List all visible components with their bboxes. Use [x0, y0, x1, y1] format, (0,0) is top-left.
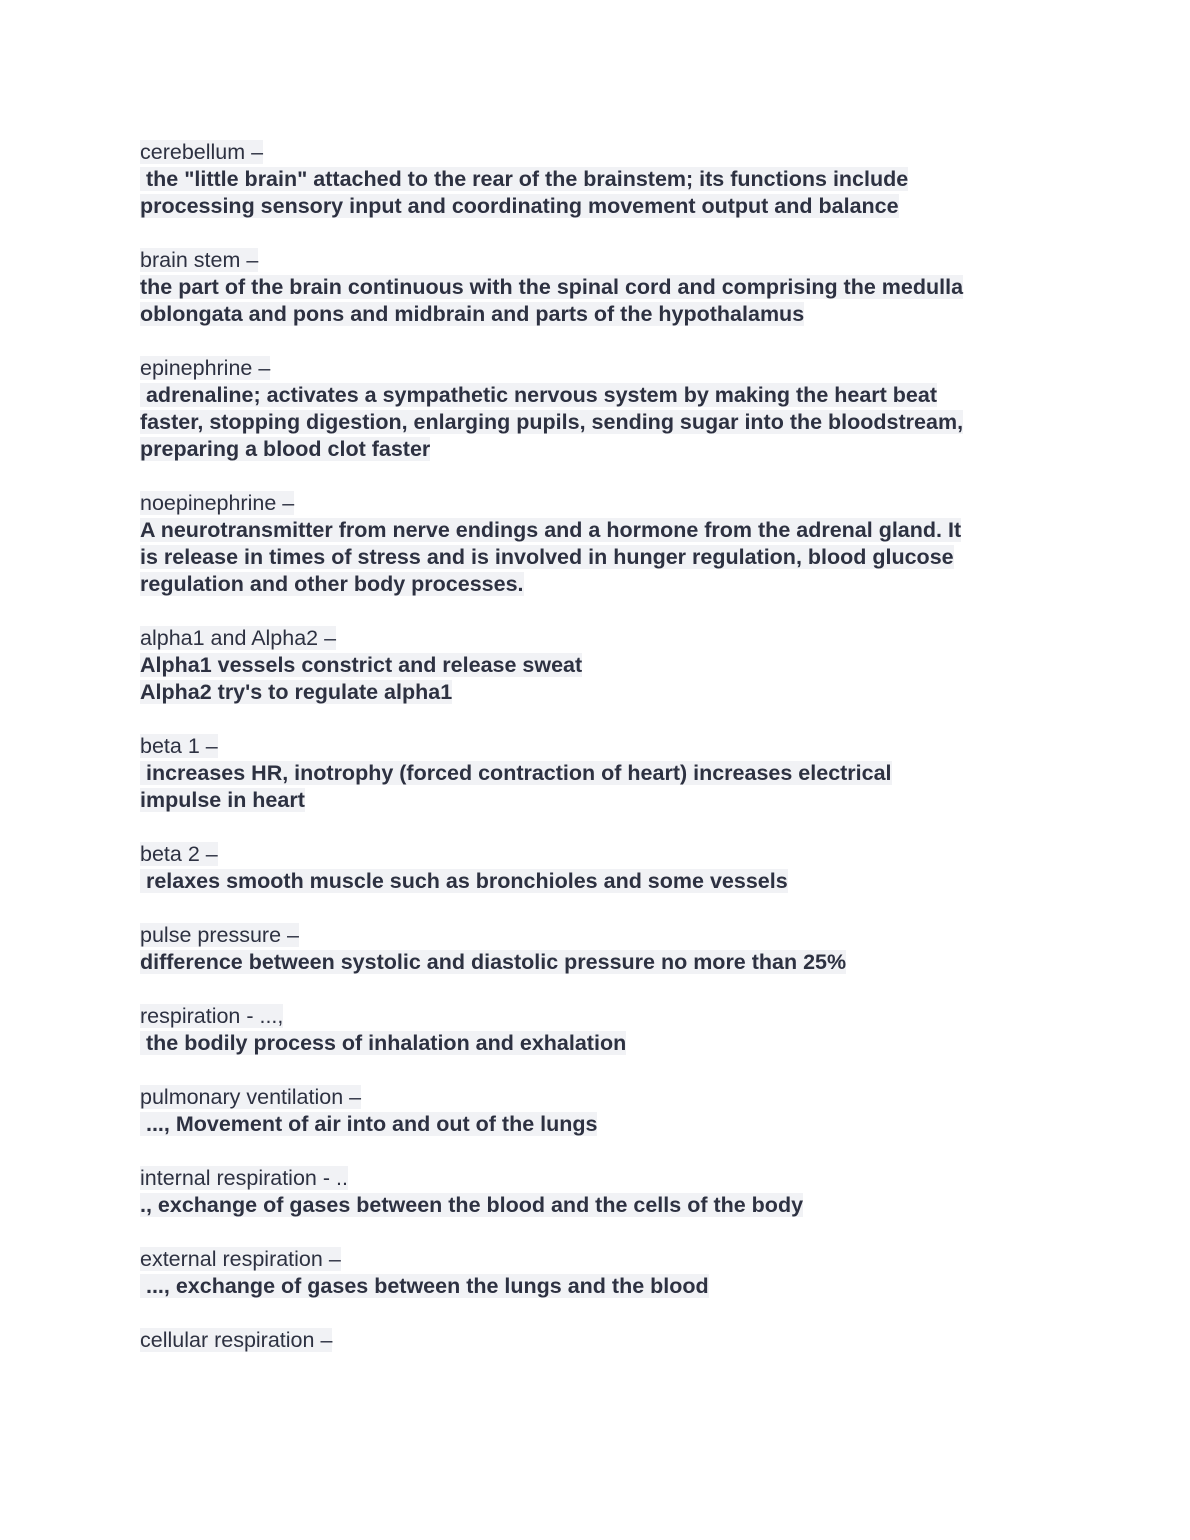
entry-term: pulmonary ventilation –	[140, 1085, 362, 1109]
entry-definition-line: adrenaline; activates a sympathetic nervous system by making the heart beat	[140, 383, 938, 407]
entry-definition-line: faster, stopping digestion, enlarging pupils, sending sugar into the bloodstream,	[140, 410, 964, 434]
entry-definition-line: is release in times of stress and is involved in hunger regulation, blood glucose	[140, 545, 954, 569]
entry-definition-line: relaxes smooth muscle such as bronchioles and some vessels	[140, 869, 788, 893]
entry-term: internal respiration - ..	[140, 1166, 348, 1190]
entry-definition-line: ..., exchange of gases between the lungs and the blood	[140, 1274, 709, 1298]
entry-definition-line: regulation and other body processes.	[140, 572, 524, 596]
entry-definition-line: difference between systolic and diastolic pressure no more than 25%	[140, 950, 847, 974]
glossary-entry-brain-stem	[140, 247, 1050, 328]
entry-definition-line: A neurotransmitter from nerve endings and a hormone from the adrenal gland. It	[140, 518, 962, 542]
glossary-entry-cellular-respiration	[140, 1327, 1050, 1354]
entry-term: noepinephrine –	[140, 491, 295, 515]
entry-term: external respiration –	[140, 1247, 341, 1271]
entry-definition-line: preparing a blood clot faster	[140, 437, 431, 461]
glossary-entry-internal-respiration	[140, 1165, 1050, 1219]
entry-definition-line: ., exchange of gases between the blood and the cells of the body	[140, 1193, 804, 1217]
entry-definition-line: impulse in heart	[140, 788, 305, 812]
glossary-entry-pulmonary-ventilation	[140, 1084, 1050, 1138]
glossary-entry-epinephrine	[140, 355, 1050, 463]
entry-term: brain stem –	[140, 248, 259, 272]
entry-definition-line: increases HR, inotrophy (forced contraction of heart) increases electrical	[140, 761, 892, 785]
glossary-entry-alpha	[140, 625, 1050, 706]
glossary-entry-noepinephrine	[140, 490, 1050, 598]
entry-definition-line: ..., Movement of air into and out of the lungs	[140, 1112, 598, 1136]
glossary-entry-cerebellum	[140, 139, 1050, 220]
glossary-entry-beta-1	[140, 733, 1050, 814]
entry-definition-line: the bodily process of inhalation and exhalation	[140, 1031, 627, 1055]
entry-term: cerebellum –	[140, 140, 264, 164]
entry-term: cellular respiration –	[140, 1328, 333, 1352]
glossary-entry-beta-2	[140, 841, 1050, 895]
entry-term: alpha1 and Alpha2 –	[140, 626, 337, 650]
glossary-entry-external-respiration	[140, 1246, 1050, 1300]
entry-definition-line: processing sensory input and coordinating movement output and balance	[140, 194, 899, 218]
entry-definition-line: the part of the brain continuous with the spinal cord and comprising the medulla	[140, 275, 964, 299]
entry-term: epinephrine –	[140, 356, 271, 380]
entry-definition-line: Alpha2 try's to regulate alpha1	[140, 680, 453, 704]
entry-definition-line: Alpha1 vessels constrict and release sweat	[140, 653, 583, 677]
entry-term: beta 2 –	[140, 842, 218, 866]
entry-term: beta 1 –	[140, 734, 218, 758]
document-page	[140, 139, 1050, 1381]
entry-definition-line: the "little brain" attached to the rear of the brainstem; its functions include	[140, 167, 909, 191]
glossary-entry-respiration	[140, 1003, 1050, 1057]
entry-term: respiration - ...,	[140, 1004, 284, 1028]
entry-definition-line: oblongata and pons and midbrain and parts of the hypothalamus	[140, 302, 805, 326]
glossary-entry-pulse-pressure	[140, 922, 1050, 976]
entry-term: pulse pressure –	[140, 923, 299, 947]
